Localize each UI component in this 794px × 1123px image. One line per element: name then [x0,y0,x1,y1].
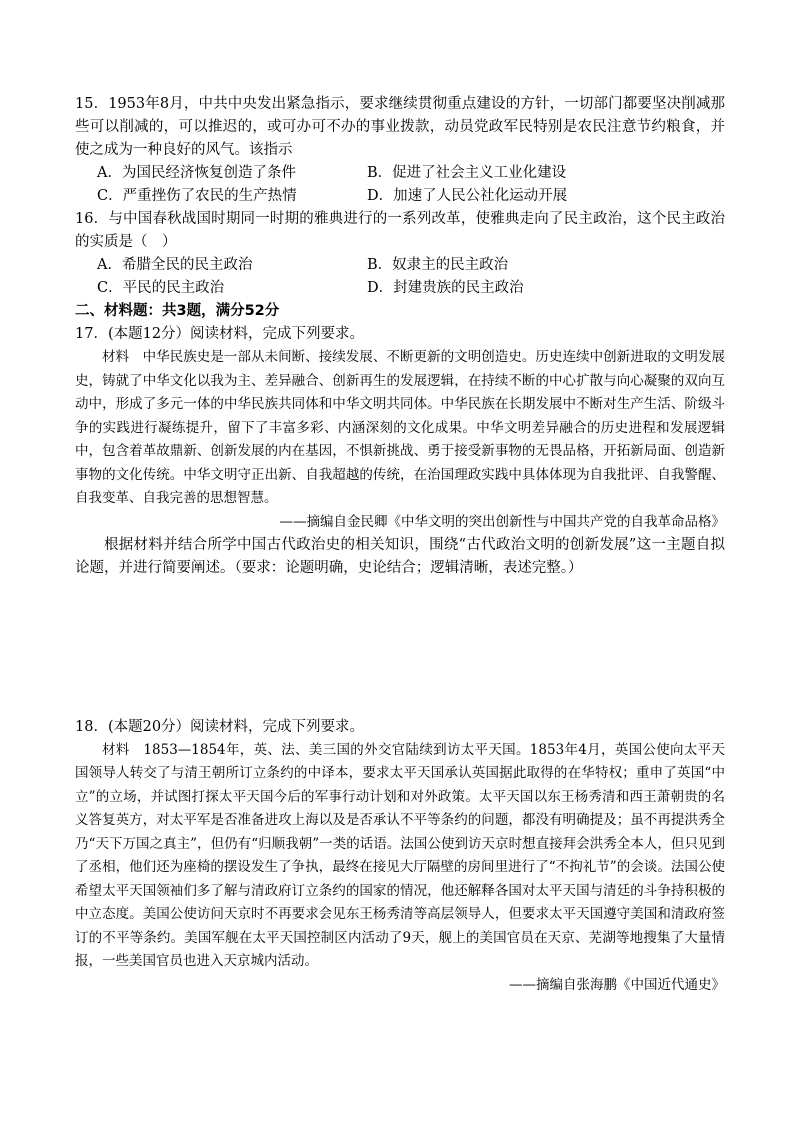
question-15-option-b[interactable]: B．促进了社会主义工业化建设 [367,165,567,181]
question-16-options [75,254,725,300]
question-17-task: 根据材料并结合所学中国古代政治史的相关知识，围绕“古代政治文明的创新发展”这一主题自拟论题，并进行简要阐述。（要求：论题明确，史论结合；逻辑清晰，表述完整。） [75,536,725,576]
question-16-stem: 16．与中国春秋战国时期同一时期的雅典进行的一系列改革，使雅典走向了民主政治，这个民主政治的实质是（ ） [75,211,725,250]
question-17-header: 17．(本题12分）阅读材料，完成下列要求。 [75,326,365,342]
question-17-material-text: 材料 中华民族史是一部从未间断、接续发展、不断更新的文明创造史。历史连续中创新进取的文明发展史，铸就了中华文化以我为主、差异融合、创新再生的发展逻辑，在持续不断的中心扩散与向心凝聚的双向互动中，形成了多元一体的中华民族共同体和中华文明共同体。中华民族在长期发展中不断对生产生活、阶级斗争的实践进行凝练提升，留下了丰富多彩、内涵深刻的文化成果。中华文明差异融合的历史进程和发展逻辑中，包含着革故鼎新、创新发展的内在基因，不惧新挑战、勇于接受新事物的无畏品格，开拓新局面、创造新事物的文化传统。中华文明守正出新、自我超越的传统，在治国理政实践中具体体现为自我批评、自我警醒、自我变革、自我完善的思想智慧。 [75,349,725,506]
question-16-option-c[interactable]: C．平民的民主政治 [97,280,225,296]
question-18-material [75,739,725,974]
question-18-material-text: 材料 1853—1854年，英、法、美三国的外交官陆续到访太平天国。1853年4月，英国公使向太平天国领导人转交了与清王朝所订立条约的中译本，要求太平天国承认英国据此取得的在华特权；重申了英国“中立”的立场，并试图打探太平天国今后的军事行动计划和对外政策。太平天国以东王杨秀清和西王萧朝贵的名义答复英方，对太平军是否准备进攻上海以及是否承认不平等条约的问题，都没有明确提及；虽不再提洪秀全乃“天下万国之真主”，但仍有“归顺我朝”一类的话语。法国公使到访天京时想直接拜会洪秀全本人，但只见到了丞相，他们还为座椅的摆设发生了争执，最终在接见大厅隔壁的房间里进行了“不拘礼节”的会谈。法国公使希望太平天国领袖们多了解与清政府订立条约的国家的情况，他还解释各国对太平天国与清廷的斗争持积极的中立态度。美国公使访问天京时不再要求会见东王杨秀清等高层领导人，但要求太平天国遵守美国和清政府签订的不平等条约。美国军舰在太平天国控制区内活动了9天，舰上的美国官员在天京、芜湖等地搜集了大量情报，一些美国官员也进入天京城内活动。 [75,741,725,969]
question-18-source: ——摘编自张海鹏《中国近代通史》 [509,976,725,993]
question-15-options [75,162,725,208]
question-18-header: 18．(本题20分）阅读材料，完成下列要求。 [75,718,365,735]
exam-page [75,93,725,997]
question-17-source: ——摘编自金民卿《中华文明的突出创新性与中国共产党的自我革命品格》 [279,513,725,530]
question-15-option-c[interactable]: C．严重挫伤了农民的生产热情 [97,188,297,204]
answer-space[interactable] [75,580,725,716]
question-17-material [75,346,725,511]
question-16-option-a[interactable]: A．希腊全民的民主政治 [97,257,253,273]
question-16-option-b[interactable]: B．奴隶主的民主政治 [367,257,509,273]
section-heading: 二、材料题：共3题，满分52分 [75,303,280,319]
question-15-stem: 15．1953年8月，中共中央发出紧急指示，要求继续贯彻重点建设的方针，一切部门都要坚决削减那些可以削减的，可以推迟的，或可办可不办的事业拨款，动员党政军民特别是农民注意节约粮食，并使之成为一种良好的风气。该指示 [75,96,725,158]
question-15-option-d[interactable]: D．加速了人民公社化运动开展 [367,188,568,204]
question-15-option-a[interactable]: A．为国民经济恢复创造了条件 [97,165,296,181]
question-16-option-d[interactable]: D．封建贵族的民主政治 [367,280,524,296]
